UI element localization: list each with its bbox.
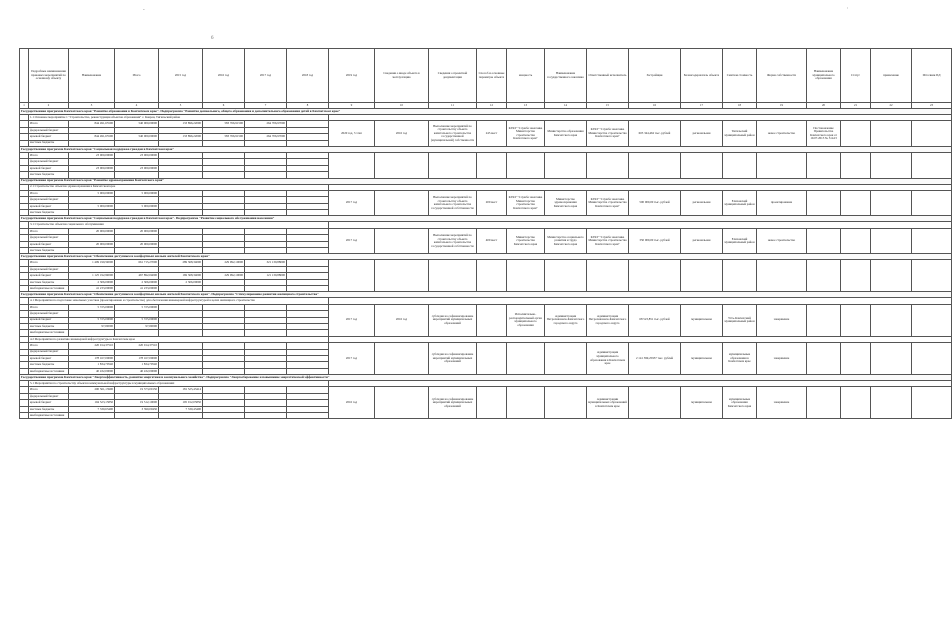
total-value: 5 725,00000 bbox=[69, 317, 115, 323]
funding-source: федеральный бюджет bbox=[29, 393, 69, 399]
meta-ownership: региональная bbox=[681, 228, 723, 254]
header-cell: примечание bbox=[871, 49, 912, 103]
column-number-cell: 19 bbox=[757, 103, 807, 109]
year-2015-value: 661 715,27000 bbox=[115, 260, 159, 266]
header-row bbox=[20, 49, 952, 103]
total-value: 5 725,00000 bbox=[69, 304, 115, 310]
meta-extra-b bbox=[871, 260, 912, 292]
column-number-cell: 14 bbox=[545, 103, 587, 109]
meta-period bbox=[329, 152, 375, 178]
meta-builder: Администрация Петропавловск-Камчатского городского округа bbox=[587, 304, 629, 336]
meta-design bbox=[375, 260, 429, 292]
funding-source: внебюджетные источники bbox=[29, 368, 69, 374]
year-2015-value: 97,00000 bbox=[115, 323, 159, 329]
year-2015-value: 5 000,00000 bbox=[115, 203, 159, 209]
total-value: 1 834,70540 bbox=[69, 362, 115, 368]
meta-ownership: муниципальная bbox=[681, 387, 723, 419]
header-cell: Сведения о вводе объекта в эксплуатацию bbox=[375, 49, 429, 103]
meta-extra-c bbox=[912, 228, 952, 254]
column-number-cell: 21 bbox=[841, 103, 871, 109]
column-number-cell: 7 bbox=[245, 103, 287, 109]
register-table bbox=[19, 48, 952, 419]
meta-design bbox=[375, 152, 429, 178]
meta-note bbox=[807, 343, 841, 375]
year-2016-value: 289 368,34000 bbox=[159, 260, 203, 266]
row-index bbox=[20, 413, 29, 419]
meta-extra-c bbox=[912, 260, 952, 292]
meta-period: 2017 год bbox=[329, 304, 375, 336]
funding-source: краевой бюджет bbox=[29, 165, 69, 171]
year-2015-value: 5 000,00000 bbox=[115, 190, 159, 196]
meta-extra-a bbox=[841, 343, 871, 375]
meta-period: 2016 год bbox=[329, 387, 375, 419]
year-2016-value: 7 330,43400 bbox=[159, 406, 203, 412]
total-value: 844 491,65500 bbox=[69, 121, 115, 127]
column-number-cell: 11 bbox=[429, 103, 477, 109]
meta-status: завершение bbox=[757, 387, 807, 419]
funding-source: краевой бюджет bbox=[29, 273, 69, 279]
meta-customer bbox=[507, 343, 545, 375]
year-2016-value: 169 368,34000 bbox=[159, 273, 203, 279]
meta-capacity: 245 мест bbox=[477, 121, 507, 147]
column-number-cell: 10 bbox=[375, 103, 429, 109]
header-cell: Сведения о проектной документации bbox=[429, 49, 477, 103]
funding-source: краевой бюджет bbox=[29, 317, 69, 323]
meta-cost: 350 000,00 тыс. рублей bbox=[629, 228, 681, 254]
meta-extra-a bbox=[841, 304, 871, 336]
funding-source: Итого bbox=[29, 304, 69, 310]
meta-municipality: муниципальные образования Камчатского края bbox=[723, 387, 757, 419]
column-number-cell: 4 bbox=[115, 103, 159, 109]
meta-note bbox=[807, 304, 841, 336]
funding-source: Итого bbox=[29, 228, 69, 234]
column-number-cell: 18 bbox=[723, 103, 757, 109]
funding-source: местные бюджеты bbox=[29, 279, 69, 285]
total-value: 200 561,13900 bbox=[69, 387, 115, 393]
column-number-cell: 1 bbox=[20, 103, 29, 109]
meta-extra-b bbox=[871, 190, 912, 216]
item-title: 3.1 Строительство объектов социального обслуживания bbox=[29, 222, 329, 228]
total-value: 1 499 199,59000 bbox=[69, 260, 115, 266]
meta-capacity bbox=[477, 387, 507, 419]
funding-source: Итого bbox=[29, 343, 69, 349]
year-2015-value: 19 512,10000 bbox=[115, 400, 159, 406]
meta-builder: КГКУ "Служба заказчика Министерства строительства Камчатского края" bbox=[587, 190, 629, 216]
meta-status: новое строительство bbox=[757, 121, 807, 147]
column-number-cell: 12 bbox=[477, 103, 507, 109]
meta-purpose: субсидия на софинансирование мероприятий муниципальных образований bbox=[429, 304, 477, 336]
section-title: Государственная программа Камчатского края "Развитие образования в Камчатском крае". Подпрограмма "Развитие дошкольного, общего образования и дополнительного образования детей в Камчатском крае" bbox=[20, 109, 952, 115]
year-2017-value: 229 992,10000 bbox=[203, 273, 245, 279]
meta-customer: КГКУ "Служба заказчика Министерства строительства Камчатского края" bbox=[507, 121, 545, 147]
section-title: Государственная программа Камчатского края "Развитие здравоохранения Камчатского края" bbox=[20, 178, 952, 184]
header-cell: Наименование bbox=[69, 49, 115, 103]
meta-extra-a bbox=[841, 260, 871, 292]
meta-builder: КГКУ "Служба заказчика Министерства строительства Камчатского края" bbox=[587, 228, 629, 254]
meta-status: проектирование bbox=[757, 190, 807, 216]
year-2017-value: 229 992,10000 bbox=[203, 260, 245, 266]
funding-source: местные бюджеты bbox=[29, 248, 69, 254]
meta-extra-c bbox=[912, 152, 952, 178]
meta-customer bbox=[507, 387, 545, 419]
item-title: 4.2 Мероприятия по развитию инженерной инфраструктуры в Камчатском крае bbox=[29, 336, 329, 342]
total-value: 844 491,65500 bbox=[69, 134, 115, 140]
meta-capacity bbox=[477, 152, 507, 178]
column-number-cell: 13 bbox=[507, 103, 545, 109]
year-2016-value: 181 525,43414 bbox=[159, 387, 203, 393]
meta-status bbox=[757, 260, 807, 292]
meta-period: 2017 год bbox=[329, 343, 375, 375]
meta-executor bbox=[545, 387, 587, 419]
meta-executor bbox=[545, 260, 587, 292]
column-number-cell: 2 bbox=[29, 103, 69, 109]
year-2015-value: 40 432,00000 bbox=[115, 368, 159, 374]
total-value: 40 432,00000 bbox=[69, 368, 115, 374]
header-cell: Подробные наименования правовых мероприятий по основному объекту bbox=[29, 49, 69, 103]
meta-design bbox=[375, 387, 429, 419]
header-cell: 2018 год bbox=[287, 49, 329, 103]
funding-source: внебюджетные источники bbox=[29, 413, 69, 419]
funding-source: местные бюджеты bbox=[29, 210, 69, 216]
meta-cost: 500 000,00 тыс. рублей bbox=[629, 190, 681, 216]
meta-purpose: субсидия на софинансирование мероприятий муниципальных образований bbox=[429, 343, 477, 375]
column-number-cell: 15 bbox=[587, 103, 629, 109]
meta-note: Постановление Правительства Камчатского края от 19.07.2013 № 314-П bbox=[807, 121, 841, 147]
meta-purpose: субсидия на софинансирование мероприятий муниципальных образований bbox=[429, 387, 477, 419]
meta-extra-b bbox=[871, 121, 912, 147]
meta-period bbox=[329, 260, 375, 292]
section-title: Государственная программа Камчатского края "Энергоэффективность, развитие энергетики и коммунального хозяйства". Подпрограмма "Энергосбережение и повышение энергетической эффективности" bbox=[20, 375, 952, 381]
meta-builder: Администрация муниципального образования в Камчатском крае bbox=[587, 343, 629, 375]
year-2015-value: 19 573,00150 bbox=[115, 387, 159, 393]
year-2019-value bbox=[287, 413, 329, 419]
meta-ownership bbox=[681, 260, 723, 292]
year-2015-value: 20 000,00000 bbox=[115, 241, 159, 247]
meta-customer bbox=[507, 260, 545, 292]
header-cell: Ответственный исполнитель bbox=[587, 49, 629, 103]
funding-source: местные бюджеты bbox=[29, 362, 69, 368]
total-value: 20 000,00000 bbox=[69, 241, 115, 247]
total-value: 23 000,00000 bbox=[69, 165, 115, 171]
meta-note bbox=[807, 190, 841, 216]
header-cell-num bbox=[20, 49, 29, 103]
column-number-cell: 17 bbox=[681, 103, 723, 109]
meta-municipality: Елизовский муниципальный район bbox=[723, 190, 757, 216]
meta-cost bbox=[629, 260, 681, 292]
meta-purpose: Выполнение мероприятий по строительству объекта капитального строительства государственной собственности bbox=[429, 190, 477, 216]
meta-extra-b bbox=[871, 152, 912, 178]
total-value: 97,00000 bbox=[69, 323, 115, 329]
meta-cost bbox=[629, 387, 681, 419]
year-2015-value: 5 725,00000 bbox=[115, 317, 159, 323]
header-cell: 2016 год bbox=[203, 49, 245, 103]
header-cell: Источник ПД bbox=[912, 49, 952, 103]
item-title: 4.1 Мероприятия по подготовке земельных участков (проектирование и строительство) для обеспечения инженерной инфраструктурой в целях жилищного строительства bbox=[29, 298, 329, 304]
meta-ownership: муниципальная bbox=[681, 304, 723, 336]
meta-customer: Министерство строительства Камчатского края bbox=[507, 228, 545, 254]
meta-extra-b bbox=[871, 304, 912, 336]
meta-customer: Исполнительно-распорядительный орган муниципального образования bbox=[507, 304, 545, 336]
year-2015-value: 1 834,70540 bbox=[115, 362, 159, 368]
section-title: Государственная программа Камчатского края "Обеспечение доступным и комфортным жильем жителей Камчатского края". Подпрограмма "Стимулирование развития жилищного строительства" bbox=[20, 292, 952, 298]
column-number-cell: 3 bbox=[69, 103, 115, 109]
meta-status: завершение bbox=[757, 343, 807, 375]
meta-note bbox=[807, 228, 841, 254]
meta-extra-a bbox=[841, 228, 871, 254]
meta-executor: Администрация Петропавловск-Камчатского городского округа bbox=[545, 304, 587, 336]
year-2015-value: 20 000,00000 bbox=[115, 228, 159, 234]
year-2015-value: 467 892,04000 bbox=[115, 273, 159, 279]
year-2016-value: 133 896,22000 bbox=[159, 121, 203, 127]
meta-builder bbox=[587, 260, 629, 292]
funding-source: краевой бюджет bbox=[29, 400, 69, 406]
meta-municipality: Усть-Камчатский муниципальный район bbox=[723, 304, 757, 336]
total-value: 194 523,15850 bbox=[69, 400, 115, 406]
funding-source: федеральный бюджет bbox=[29, 127, 69, 133]
meta-executor bbox=[545, 152, 587, 178]
meta-extra-a bbox=[841, 387, 871, 419]
meta-period: 2017 год bbox=[329, 190, 375, 216]
year-2017-value: 583 766,91500 bbox=[203, 134, 245, 140]
funding-source: внебюджетные источники bbox=[29, 330, 69, 336]
funding-source: Итого bbox=[29, 387, 69, 393]
year-2015-value: 23 000,00000 bbox=[115, 165, 159, 171]
meta-cost: 2 141 399,25957 тыс. рублей bbox=[629, 343, 681, 375]
meta-executor bbox=[545, 343, 587, 375]
meta-purpose bbox=[429, 152, 477, 178]
meta-capacity: 200 мест bbox=[477, 190, 507, 216]
header-cell: Наименование государственного заказчика bbox=[545, 49, 587, 103]
meta-capacity bbox=[477, 260, 507, 292]
funding-source: федеральный бюджет bbox=[29, 235, 69, 241]
meta-municipality bbox=[723, 152, 757, 178]
total-value: 5 000,00000 bbox=[69, 190, 115, 196]
column-number-cell: 22 bbox=[871, 103, 912, 109]
item-title: 1.1 Основное мероприятие 1 "Строительство, реконструкция объектов образования" с. Ковран, Тигильский район bbox=[29, 115, 329, 121]
funding-source: федеральный бюджет bbox=[29, 349, 69, 355]
year-2018-value: 321 139,88000 bbox=[245, 260, 287, 266]
funding-source: федеральный бюджет bbox=[29, 266, 69, 272]
column-number-cell: 23 bbox=[912, 103, 952, 109]
year-2018-value: 264 706,97000 bbox=[245, 134, 287, 140]
meta-cost bbox=[629, 152, 681, 178]
meta-extra-a bbox=[841, 121, 871, 147]
item-title: 5.1 Мероприятия по строительству объектов коммунальной инфраструктуры в муниципальных образованиях bbox=[29, 381, 329, 387]
header-cell: Балансодержатель объекта bbox=[681, 49, 723, 103]
funding-source: краевой бюджет bbox=[29, 134, 69, 140]
funding-source: Итого bbox=[29, 121, 69, 127]
year-2016-value: 133 896,22000 bbox=[159, 134, 203, 140]
total-value: 7 330,63400 bbox=[69, 406, 115, 412]
funding-source: федеральный бюджет bbox=[29, 197, 69, 203]
meta-builder: Администрации муниципальных образований в Камчатском крае bbox=[587, 387, 629, 419]
year-2015-value: 220 014,37510 bbox=[115, 343, 159, 349]
year-2015-value: 178 167,00000 bbox=[115, 355, 159, 361]
header-cell: Способ и основные параметры объекта bbox=[477, 49, 507, 103]
meta-design bbox=[375, 343, 429, 375]
year-2015-value: 2 306,00000 bbox=[115, 279, 159, 285]
page-mark-left: - bbox=[143, 8, 145, 13]
funding-source: Итого bbox=[29, 190, 69, 196]
column-number-cell: 20 bbox=[807, 103, 841, 109]
meta-ownership: региональная bbox=[681, 121, 723, 147]
meta-capacity bbox=[477, 304, 507, 336]
total-value: 178 167,00000 bbox=[69, 355, 115, 361]
meta-note bbox=[807, 260, 841, 292]
meta-municipality: Елизовский муниципальный район bbox=[723, 228, 757, 254]
funding-source: местные бюджеты bbox=[29, 140, 69, 146]
register-body bbox=[20, 49, 952, 419]
meta-period: 2020 год, 3 этап bbox=[329, 121, 375, 147]
total-value: 220 014,37510 bbox=[69, 343, 115, 349]
meta-ownership: муниципальная bbox=[681, 343, 723, 375]
meta-extra-c bbox=[912, 387, 952, 419]
meta-builder: КГКУ "Служба заказчика Министерства строительства Камчатского края" bbox=[587, 121, 629, 147]
meta-capacity bbox=[477, 343, 507, 375]
header-cell: 2015 год bbox=[159, 49, 203, 103]
meta-purpose: Выполнение мероприятий по строительству объекта капитального строительства государственной собственности bbox=[429, 228, 477, 254]
funding-source: федеральный бюджет bbox=[29, 159, 69, 165]
header-cell: Форма собственности bbox=[757, 49, 807, 103]
meta-note bbox=[807, 152, 841, 178]
meta-extra-b bbox=[871, 387, 912, 419]
year-2015-value: 3 390,00430 bbox=[115, 406, 159, 412]
year-2016-value: 2 306,00000 bbox=[159, 279, 203, 285]
header-cell: Наименование муниципального образования bbox=[807, 49, 841, 103]
meta-municipality: Тигильский муниципальный район bbox=[723, 121, 757, 147]
meta-cost: 68 523,851 тыс. рублей bbox=[629, 304, 681, 336]
section-title: Государственная программа Камчатского края "Социальная поддержка граждан в Камчатском крае" bbox=[20, 146, 952, 152]
header-cell: 2019 год bbox=[329, 49, 375, 103]
year-2015-value: 41 233,00000 bbox=[115, 285, 159, 291]
meta-extra-b bbox=[871, 343, 912, 375]
funding-source: местные бюджеты bbox=[29, 323, 69, 329]
meta-status: завершение bbox=[757, 304, 807, 336]
total-value: 1 125 192,99000 bbox=[69, 273, 115, 279]
meta-status bbox=[757, 152, 807, 178]
header-cell: Итого bbox=[115, 49, 159, 103]
header-cell: мощность bbox=[507, 49, 545, 103]
funding-source: местные бюджеты bbox=[29, 172, 69, 178]
column-number-cell: 8 bbox=[287, 103, 329, 109]
year-2017-value: 583 766,91500 bbox=[203, 121, 245, 127]
meta-extra-a bbox=[841, 190, 871, 216]
meta-executor: Министерство образования Камчатского края bbox=[545, 121, 587, 147]
header-cell: Сметная стоимость bbox=[723, 49, 757, 103]
meta-extra-c bbox=[912, 304, 952, 336]
meta-capacity: 400 мест bbox=[477, 228, 507, 254]
funding-source: федеральный бюджет bbox=[29, 311, 69, 317]
year-2017-value bbox=[203, 413, 245, 419]
funding-source: внебюджетные источники bbox=[29, 285, 69, 291]
column-number-cell: 9 bbox=[329, 103, 375, 109]
header-cell: Статус bbox=[841, 49, 871, 103]
year-2015-value bbox=[115, 413, 159, 419]
meta-municipality: муниципальные образования в Камчатском крае bbox=[723, 343, 757, 375]
section-title: Государственная программа Камчатского края "Обеспечение доступным и комфортным жильем жителей Камчатского края" bbox=[20, 254, 952, 260]
meta-municipality bbox=[723, 260, 757, 292]
year-2016-value bbox=[159, 413, 203, 419]
total-value bbox=[69, 413, 115, 419]
funding-source: Итого bbox=[29, 260, 69, 266]
item-title: 2.1 Строительство объектов здравоохранения в Камчатском крае bbox=[29, 184, 329, 190]
page-mark-mid: 6 bbox=[211, 36, 214, 41]
total-value: 5 000,00000 bbox=[69, 203, 115, 209]
funding-source: краевой бюджет bbox=[29, 241, 69, 247]
meta-status: новое строительство bbox=[757, 228, 807, 254]
meta-customer bbox=[507, 152, 545, 178]
header-cell: Застройщик bbox=[629, 49, 681, 103]
column-number-cell: 5 bbox=[159, 103, 203, 109]
funding-source: краевой бюджет bbox=[29, 355, 69, 361]
header-cell: 2017 год bbox=[245, 49, 287, 103]
year-2015-value: 540 000,00000 bbox=[115, 134, 159, 140]
year-2015-value: 5 725,00000 bbox=[115, 304, 159, 310]
year-2018-value bbox=[245, 413, 287, 419]
total-value: 41 233,00000 bbox=[69, 285, 115, 291]
meta-builder bbox=[587, 152, 629, 178]
column-number-cell: 16 bbox=[629, 103, 681, 109]
meta-design bbox=[375, 190, 429, 216]
meta-extra-a bbox=[841, 152, 871, 178]
meta-extra-b bbox=[871, 228, 912, 254]
total-value: 2 306,00000 bbox=[69, 279, 115, 285]
section-title: Государственная программа Камчатского края "Социальная поддержка граждан в Камчатском крае". Подпрограмма "Развитие социального обслуживания населения" bbox=[20, 216, 952, 222]
meta-design bbox=[375, 228, 429, 254]
meta-executor: Министерство социального развития и труда Камчатского края bbox=[545, 228, 587, 254]
year-2018-value: 264 706,97000 bbox=[245, 121, 287, 127]
meta-ownership bbox=[681, 152, 723, 178]
meta-ownership: региональная bbox=[681, 190, 723, 216]
meta-note bbox=[807, 387, 841, 419]
year-2016-value: 195 012,05850 bbox=[159, 400, 203, 406]
meta-cost: 603 344,462 тыс. рублей bbox=[629, 121, 681, 147]
meta-extra-c bbox=[912, 190, 952, 216]
column-number-cell: 6 bbox=[203, 103, 245, 109]
year-2018-value: 121 139,88000 bbox=[245, 273, 287, 279]
year-2015-value: 23 000,00000 bbox=[115, 152, 159, 158]
year-2015-value: 540 000,00000 bbox=[115, 121, 159, 127]
meta-purpose bbox=[429, 260, 477, 292]
funding-source: краевой бюджет bbox=[29, 203, 69, 209]
meta-design: 2016 год bbox=[375, 304, 429, 336]
funding-source: местные бюджеты bbox=[29, 406, 69, 412]
meta-executor: Министерство здравоохранения Камчатского края bbox=[545, 190, 587, 216]
meta-extra-c bbox=[912, 343, 952, 375]
meta-extra-c bbox=[912, 121, 952, 147]
meta-period: 2017 год bbox=[329, 228, 375, 254]
funding-source: Итого bbox=[29, 152, 69, 158]
total-value: 20 000,00000 bbox=[69, 228, 115, 234]
meta-purpose: Выполнение мероприятий по строительству объекта капитального строительства государственной (муниципальной) собственности bbox=[429, 121, 477, 147]
meta-design: 2016 год bbox=[375, 121, 429, 147]
meta-customer: КГКУ "Служба заказчика Министерства строительства Камчатского края" bbox=[507, 190, 545, 216]
page-mark-right: ' bbox=[847, 8, 848, 13]
total-value: 23 000,00000 bbox=[69, 152, 115, 158]
